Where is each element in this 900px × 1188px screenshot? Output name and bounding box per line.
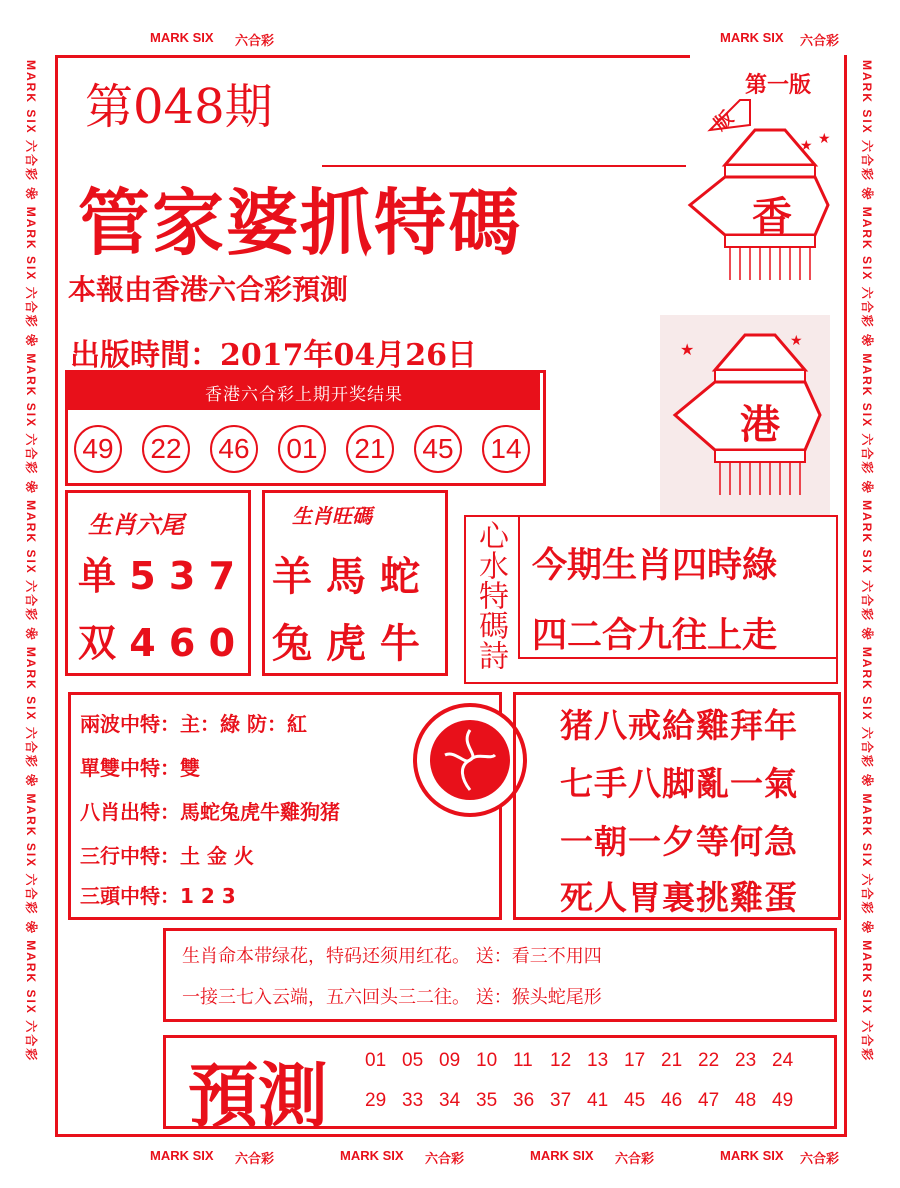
border-mark-six-text: MARK SIX bbox=[150, 1148, 214, 1163]
zodiac-tail-row2: 双 4 6 0 bbox=[78, 621, 236, 665]
prediction-label: 預測 bbox=[188, 1055, 328, 1137]
edition-label: 第一版 bbox=[745, 72, 812, 98]
poem-line-4: 死人胃裏挑雞蛋 bbox=[560, 878, 798, 917]
heart-poem-label: 心水特碼詩 bbox=[473, 520, 508, 670]
results-label: 香港六合彩上期开奖结果 bbox=[205, 385, 403, 405]
border-cn-text: 六合彩 bbox=[615, 1151, 655, 1166]
tip-odd-even: 單雙中特：雙 bbox=[80, 756, 200, 780]
border-cn-text: 六合彩 bbox=[235, 1151, 275, 1166]
tip-two-waves: 兩波中特：主：綠 防：紅 bbox=[80, 712, 307, 736]
prediction-number: 10 bbox=[476, 1050, 498, 1071]
border-cn-text: 六合彩 bbox=[800, 33, 840, 48]
lantern-top-char: 香 bbox=[752, 193, 792, 240]
border-vertical-text: MARK SIX 六合彩 ❀ MARK SIX 六合彩 ❀ MARK SIX 六合彩 ❀ MARK SIX 六合彩 ❀ MARK SIX 六合彩 ❀ MARK SIX 六合彩 ❀ MARK SIX 六合彩 bbox=[860, 60, 874, 1063]
prediction-number: 01 bbox=[365, 1050, 387, 1071]
prediction-number: 47 bbox=[698, 1090, 720, 1111]
border-mark-six-text: MARK SIX bbox=[340, 1148, 404, 1163]
result-ball: 49 bbox=[74, 425, 122, 473]
svg-text:★: ★ bbox=[800, 138, 813, 154]
lantern-flag-char: 版 bbox=[710, 107, 738, 135]
result-ball: 46 bbox=[210, 425, 258, 473]
result-ball: 21 bbox=[346, 425, 394, 473]
tip-eight-zodiac: 八肖出特：馬蛇兔虎牛雞狗猪 bbox=[80, 800, 340, 824]
border-right bbox=[856, 60, 880, 1130]
heart-poem-line1: 今期生肖四時綠 bbox=[532, 546, 778, 586]
prediction-number: 21 bbox=[661, 1050, 683, 1071]
prediction-number: 24 bbox=[772, 1050, 794, 1071]
tip-three-elements: 三行中特：土 金 火 bbox=[80, 844, 254, 868]
prediction-number: 37 bbox=[550, 1090, 572, 1111]
prediction-number: 41 bbox=[587, 1090, 609, 1111]
seal-icon bbox=[410, 700, 530, 820]
prediction-number: 11 bbox=[513, 1050, 533, 1071]
page-title: 管家婆抓特碼 bbox=[78, 180, 523, 265]
subtitle: 本報由香港六合彩預測 bbox=[68, 273, 349, 306]
poem-line-3: 一朝一夕等何急 bbox=[560, 822, 798, 861]
prediction-number: 29 bbox=[365, 1090, 387, 1111]
prediction-number: 45 bbox=[624, 1090, 646, 1111]
svg-text:★: ★ bbox=[818, 131, 830, 147]
prediction-number: 23 bbox=[735, 1050, 757, 1071]
prediction-number: 34 bbox=[439, 1090, 461, 1111]
prediction-number: 05 bbox=[402, 1050, 424, 1071]
prediction-number: 48 bbox=[735, 1090, 757, 1111]
border-mark-six-text: MARK SIX bbox=[530, 1148, 594, 1163]
border-mark-six-text: MARK SIX bbox=[720, 1148, 784, 1163]
zodiac-hot-title: 生肖旺碼 bbox=[292, 504, 372, 528]
lantern-top bbox=[680, 95, 830, 295]
hint-line-1: 生肖命本带绿花，特码还须用红花。 送：看三不用四 bbox=[182, 946, 602, 967]
result-ball: 45 bbox=[414, 425, 462, 473]
hint-line-2: 一接三七入云端，五六回头三二往。 送：猴头蛇尾形 bbox=[182, 987, 602, 1008]
prediction-number: 17 bbox=[624, 1050, 646, 1071]
border-cn-text: 六合彩 bbox=[800, 1151, 840, 1166]
prediction-number: 12 bbox=[550, 1050, 572, 1071]
border-vertical-text: MARK SIX 六合彩 ❀ MARK SIX 六合彩 ❀ MARK SIX 六合彩 ❀ MARK SIX 六合彩 ❀ MARK SIX 六合彩 ❀ MARK SIX 六合彩 ❀ MARK SIX 六合彩 bbox=[24, 60, 38, 1063]
result-ball: 14 bbox=[482, 425, 530, 473]
svg-text:★: ★ bbox=[680, 340, 695, 359]
prediction-number: 36 bbox=[513, 1090, 535, 1111]
border-mark-six-text: MARK SIX bbox=[150, 30, 214, 45]
publish-date: 出版時間：2017年04月26日 bbox=[70, 338, 477, 373]
border-mark-six-text: MARK SIX bbox=[720, 30, 784, 45]
result-ball: 01 bbox=[278, 425, 326, 473]
zodiac-hot-row2: 兔 虎 牛 bbox=[272, 621, 420, 667]
border-cn-text: 六合彩 bbox=[235, 33, 275, 48]
border-cn-text: 六合彩 bbox=[425, 1151, 465, 1166]
lantern-bottom bbox=[660, 315, 830, 515]
prediction-number: 35 bbox=[476, 1090, 498, 1111]
svg-text:★: ★ bbox=[790, 333, 803, 349]
prediction-number: 46 bbox=[661, 1090, 683, 1111]
poem-line-1: 猪八戒給雞拜年 bbox=[560, 706, 798, 745]
lantern-bottom-char: 港 bbox=[740, 401, 780, 448]
lottery-seal-logo bbox=[410, 700, 530, 820]
prediction-number: 49 bbox=[772, 1090, 794, 1111]
border-left bbox=[20, 60, 44, 1130]
heart-poem-line2: 四二合九往上走 bbox=[532, 616, 778, 656]
tip-three-heads: 三頭中特：1 2 3 bbox=[80, 884, 236, 908]
issue-number: 第048期 bbox=[85, 79, 273, 135]
result-ball: 22 bbox=[142, 425, 190, 473]
prediction-number: 09 bbox=[439, 1050, 461, 1071]
zodiac-tail-row1: 单 5 3 7 bbox=[78, 554, 236, 598]
prediction-number: 33 bbox=[402, 1090, 424, 1111]
prediction-number: 13 bbox=[587, 1050, 609, 1071]
zodiac-hot-row1: 羊 馬 蛇 bbox=[272, 554, 420, 600]
prediction-number: 22 bbox=[698, 1050, 720, 1071]
poem-line-2: 七手八脚亂一氣 bbox=[560, 764, 798, 803]
zodiac-tail-title: 生肖六尾 bbox=[88, 510, 184, 539]
